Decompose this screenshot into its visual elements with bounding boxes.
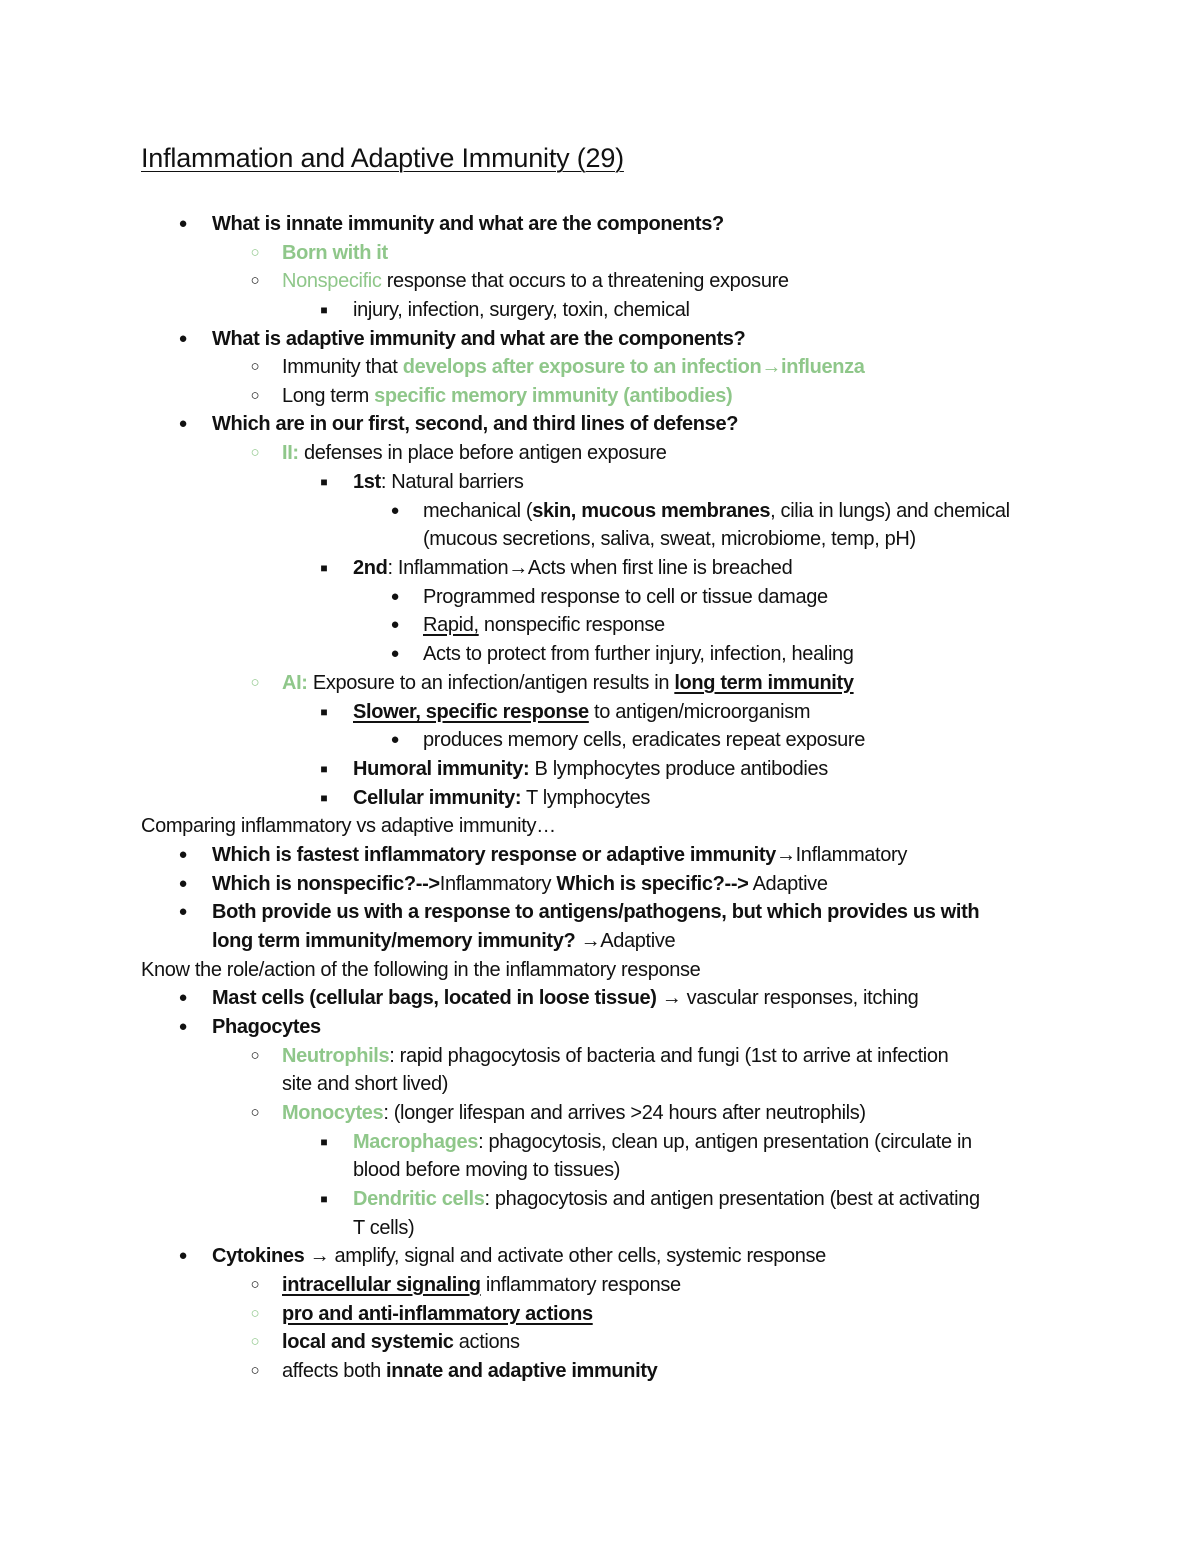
highlight-text: Nonspecific (282, 270, 382, 292)
bullet-square-icon: ■ (320, 1192, 328, 1206)
text-segment: Inflammatory (439, 873, 557, 895)
bullet-dot-icon: ● (390, 731, 400, 748)
bullet-dot-icon: ● (178, 989, 188, 1006)
bullet-square-icon: ■ (320, 303, 328, 317)
underlined-text: Rapid, (423, 614, 479, 636)
text-segment: → amplify, signal and activate other cells, systemic response (304, 1245, 826, 1267)
bullet-circle-icon: ○ (250, 1333, 260, 1350)
neutrophils-continued: site and short lived) (282, 1073, 449, 1095)
text-segment: →Adaptive (575, 930, 676, 952)
text-segment: defenses in place before antigen exposure (298, 442, 667, 464)
monocytes (282, 1099, 866, 1128)
dendritic-cells (353, 1185, 980, 1214)
bold-text: Humoral immunity: (353, 758, 530, 780)
highlight-text: specific memory immunity (antibodies) (374, 385, 733, 407)
cytokines (212, 1242, 826, 1271)
question-fastest (212, 841, 907, 870)
phagocytes: Phagocytes (212, 1016, 321, 1038)
bullet-square-icon: ■ (320, 561, 328, 575)
bullet-circle-icon: ○ (250, 1362, 260, 1379)
bullet-dot-icon: ● (178, 1247, 188, 1264)
adaptive-immunity-definition (282, 669, 854, 698)
question-lines-of-defense: Which are in our first, second, and third lines of defense? (212, 413, 739, 435)
bullet-circle-icon: ○ (250, 1047, 260, 1064)
question-innate-immunity: What is innate immunity and what are the components? (212, 213, 724, 235)
underlined-text: Slower, specific response (353, 701, 589, 723)
bold-text: Cellular immunity: (353, 787, 522, 809)
text-segment: affects both (282, 1360, 387, 1382)
bullet-dot-icon: ● (390, 588, 400, 605)
bullet-circle-icon: ○ (250, 244, 260, 261)
bullet-square-icon: ■ (320, 705, 328, 719)
text-segment: to antigen/microorganism (588, 701, 811, 723)
bullet-square-icon: ■ (320, 475, 328, 489)
text-segment: inflammatory response (480, 1274, 681, 1296)
inflammation-programmed: Programmed response to cell or tissue damage (423, 586, 828, 608)
highlight-text: develops after exposure to an infection→influenza (402, 356, 865, 378)
text-segment: B lymphocytes produce antibodies (529, 758, 828, 780)
inflammation-rapid (423, 611, 665, 640)
bold-text: Mast cells (cellular bags, located in loose tissue) (212, 987, 657, 1009)
text-segment: response that occurs to a threatening exposure (381, 270, 789, 292)
answer-develops-after-exposure (282, 353, 865, 382)
bullet-circle-icon: ○ (250, 358, 260, 375)
bold-text: skin, mucous membranes (532, 500, 771, 522)
dendritic-cells-continued: T cells) (353, 1217, 415, 1239)
bullet-dot-icon: ● (178, 415, 188, 432)
text-segment: T lymphocytes (521, 787, 651, 809)
text-segment: : phagocytosis and antigen presentation (best at activating (484, 1188, 980, 1210)
highlight-text: II: (282, 442, 299, 464)
bold-text: Which is fastest inflammatory response or adaptive immunity (212, 844, 776, 866)
document-title: Inflammation and Adaptive Immunity (29) (141, 143, 624, 173)
section-heading-comparing: Comparing inflammatory vs adaptive immunity… (141, 815, 556, 837)
bullet-circle-icon: ○ (250, 387, 260, 404)
bullet-circle-icon: ○ (250, 1276, 260, 1293)
highlight-text: Dendritic cells (353, 1188, 485, 1210)
bullet-circle-icon: ○ (250, 444, 260, 461)
bullet-dot-icon: ● (390, 616, 400, 633)
answer-born-with-it: Born with it (282, 242, 388, 264)
question-specificity (212, 870, 828, 899)
cytokines-both-immunity (282, 1357, 657, 1386)
bold-text: 2nd (353, 557, 388, 579)
question-adaptive-immunity: What is adaptive immunity and what are the components? (212, 328, 746, 350)
text-segment: actions (453, 1331, 520, 1353)
macrophages-continued: blood before moving to tissues) (353, 1159, 621, 1181)
exposure-examples: injury, infection, surgery, toxin, chemical (353, 299, 690, 321)
text-segment: : phagocytosis, clean up, antigen presentation (circulate in (478, 1131, 972, 1153)
bullet-dot-icon: ● (390, 645, 400, 662)
question-memory-immunity: Both provide us with a response to antigens/pathogens, but which provides us with (212, 901, 980, 923)
inflammation-protects: Acts to protect from further injury, infection, healing (423, 643, 854, 665)
second-line-inflammation (353, 554, 792, 583)
cytokines-local-systemic (282, 1328, 520, 1357)
bold-text: Which is nonspecific?--> (212, 873, 440, 895)
answer-long-term-memory (282, 382, 732, 411)
bullet-dot-icon: ● (178, 875, 188, 892)
barrier-mechanical-chemical (423, 497, 1010, 526)
bold-text: long term immunity/memory immunity? (212, 930, 576, 952)
text-segment: mechanical ( (423, 500, 533, 522)
highlight-text: Monocytes (282, 1102, 384, 1124)
bullet-dot-icon: ● (178, 846, 188, 863)
innate-immunity-definition (282, 439, 667, 468)
memory-cells: produces memory cells, eradicates repeat exposure (423, 729, 865, 751)
macrophages (353, 1128, 972, 1157)
bullet-dot-icon: ● (178, 903, 188, 920)
bullet-square-icon: ■ (320, 762, 328, 776)
mast-cells (212, 984, 918, 1013)
text-segment: → vascular responses, itching (656, 987, 919, 1009)
bold-text: Which is specific?--> (556, 873, 749, 895)
bullet-square-icon: ■ (320, 1135, 328, 1149)
text-segment: Immunity that (282, 356, 403, 378)
text-segment: Exposure to an infection/antigen results in (307, 672, 675, 694)
bullet-circle-icon: ○ (250, 1104, 260, 1121)
text-segment: Long term (282, 385, 375, 407)
bold-text: 1st (353, 471, 381, 493)
bullet-dot-icon: ● (178, 215, 188, 232)
bullet-dot-icon: ● (390, 502, 400, 519)
underlined-text: intracellular signaling (282, 1274, 481, 1296)
text-segment: : rapid phagocytosis of bacteria and fungi (1st to arrive at infection (389, 1045, 949, 1067)
bullet-circle-icon: ○ (250, 674, 260, 691)
bold-text: Cytokines (212, 1245, 305, 1267)
highlight-text: Neutrophils (282, 1045, 390, 1067)
bold-text: local and systemic (282, 1331, 454, 1353)
cellular-immunity (353, 784, 650, 813)
cytokines-intracellular (282, 1271, 681, 1300)
bullet-circle-icon: ○ (250, 272, 260, 289)
answer-nonspecific (282, 267, 789, 296)
first-line-natural-barriers (353, 468, 524, 497)
underlined-text: long term immunity (674, 672, 854, 694)
highlight-text: Macrophages (353, 1131, 479, 1153)
bullet-square-icon: ■ (320, 791, 328, 805)
text-segment: : Inflammation→Acts when first line is breached (387, 557, 793, 579)
neutrophils (282, 1042, 948, 1071)
section-heading-know-role: Know the role/action of the following in the inflammatory response (141, 959, 701, 981)
text-segment: : Natural barriers (380, 471, 524, 493)
bold-text: innate and adaptive immunity (386, 1360, 658, 1382)
text-segment: Adaptive (748, 873, 828, 895)
bullet-dot-icon: ● (178, 330, 188, 347)
cytokines-pro-anti: pro and anti-inflammatory actions (282, 1303, 593, 1325)
bullet-circle-icon: ○ (250, 1305, 260, 1322)
highlight-text: AI: (282, 672, 308, 694)
adaptive-slower-specific (353, 698, 810, 727)
text-segment: →Inflammatory (775, 844, 907, 866)
humoral-immunity (353, 755, 828, 784)
text-segment: , cilia in lungs) and chemical (770, 500, 1010, 522)
question-memory-immunity-continued (212, 927, 675, 956)
text-segment: : (longer lifespan and arrives >24 hours after neutrophils) (383, 1102, 866, 1124)
barrier-examples-continued: (mucous secretions, saliva, sweat, microbiome, temp, pH) (423, 528, 916, 550)
bullet-dot-icon: ● (178, 1018, 188, 1035)
text-segment: nonspecific response (478, 614, 665, 636)
